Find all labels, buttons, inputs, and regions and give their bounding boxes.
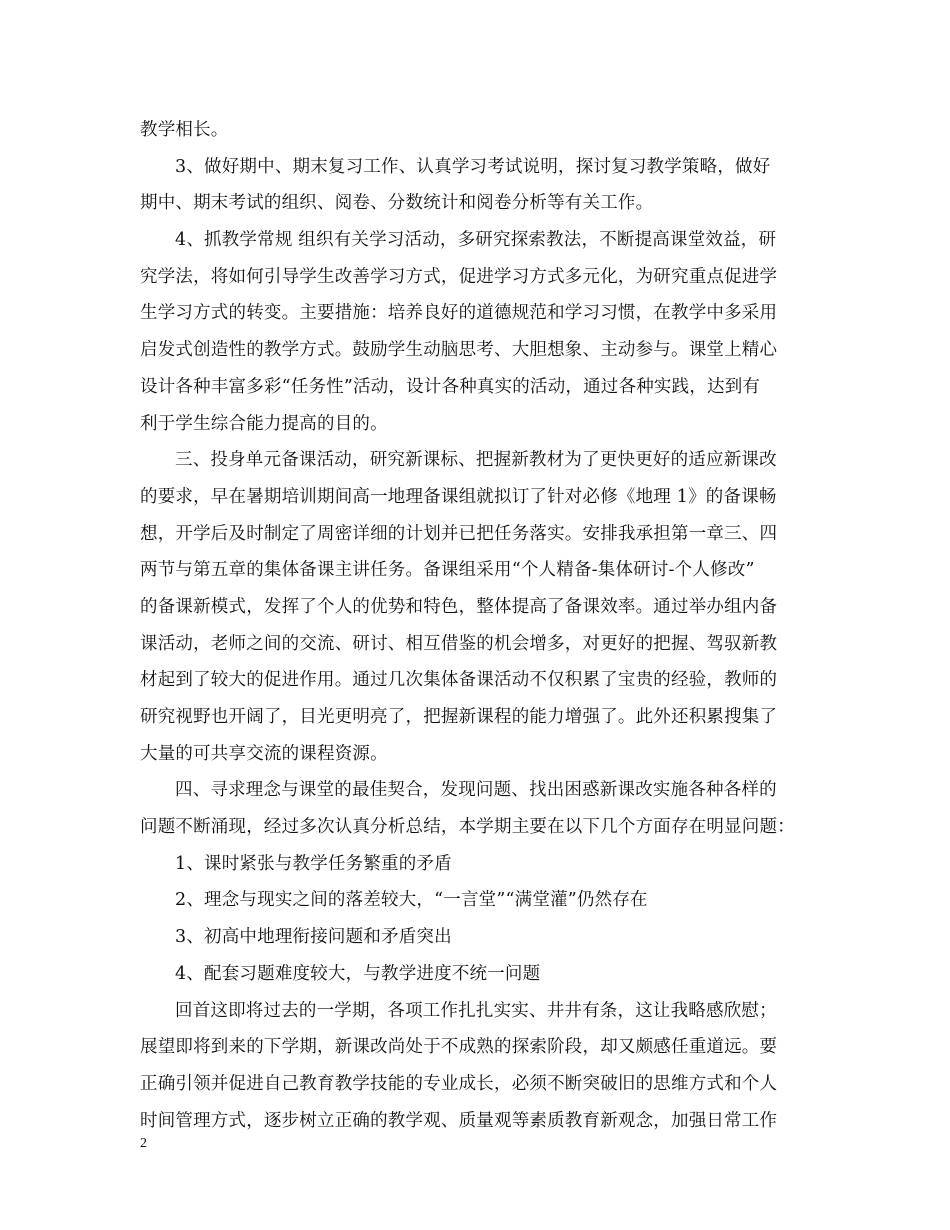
text-line: 四、寻求理念与课堂的最佳契合，发现问题、找出困惑新课改实施各种各样的 — [175, 780, 777, 801]
text-line: 究学法，将如何引导学生改善学习方式，促进学习方式多元化，为研究重点促进学 — [140, 266, 778, 287]
text-line: 正确引领并促进自己教育教学技能的专业成长，必须不断突破旧的思维方式和个人 — [140, 1073, 778, 1094]
text-line: 问题不断涌现，经过多次认真分析总结，本学期主要在以下几个方面存在明显问题： — [140, 817, 795, 838]
text-line: 设计各种丰富多彩“任务性”活动，设计各种真实的活动，通过各种实践，达到有 — [140, 376, 761, 397]
text-line: 启发式创造性的教学方式。鼓励学生动脑思考、大胆想象、主动参与。课堂上精心 — [140, 340, 778, 361]
text-line: 生学习方式的转变。主要措施：培养良好的道德规范和学习习惯，在教学中多采用 — [140, 303, 778, 324]
text-line: 2、理念与现实之间的落差较大，“一言堂”“满堂灌”仍然存在 — [175, 890, 648, 911]
text-line: 两节与第五章的集体备课主讲任务。备课组采用“个人精备-集体研讨-个人修改” — [140, 560, 755, 581]
text-line: 材起到了较大的促进作用。通过几次集体备课活动不仅积累了宝贵的经验，教师的 — [140, 670, 778, 691]
text-line: 三、投身单元备课活动，研究新课标、把握新教材为了更快更好的适应新课改 — [175, 450, 777, 471]
text-line: 研究视野也开阔了，目光更明亮了，把握新课程的能力增强了。此外还积累搜集了 — [140, 707, 778, 727]
text-line: 4、配套习题难度较大，与教学进度不统一问题 — [175, 963, 541, 984]
text-line: 3、做好期中、期末复习工作、认真学习考试说明，探讨复习教学策略，做好 — [175, 156, 771, 177]
text-line: 课活动，老师之间的交流、研讨、相互借鉴的机会增多，对更好的把握、驾驭新教 — [140, 633, 778, 654]
text-line: 时间管理方式，逐步树立正确的教学观、质量观等素质教育新观念，加强日常工作 — [140, 1110, 778, 1131]
text-line: 的要求，早在暑期培训期间高一地理备课组就拟订了针对必修《地理 1》的备课畅 — [140, 486, 777, 507]
text-line: 展望即将到来的下学期，新课改尚处于不成熟的探索阶段，却又颇感任重道远。要 — [140, 1037, 778, 1058]
text-line: 利于学生综合能力提高的目的。 — [140, 413, 388, 434]
text-line: 大量的可共享交流的课程资源。 — [140, 743, 388, 764]
text-line: 回首这即将过去的一学期，各项工作扎扎实实、井井有条，这让我略感欣慰； — [175, 1000, 777, 1021]
text-line: 4、抓教学常规 组织有关学习活动，多研究探索教法，不断提高课堂效益，研 — [175, 230, 777, 251]
text-line: 教学相长。 — [140, 120, 229, 140]
text-line: 的备课新模式，发挥了个人的优势和特色，整体提高了备课效率。通过举办组内备 — [140, 596, 778, 617]
text-line: 想，开学后及时制定了周密详细的计划并已把任务落实。安排我承担第一章三、四 — [140, 523, 778, 544]
text-line: 期中、期末考试的组织、阅卷、分数统计和阅卷分析等有关工作。 — [140, 193, 654, 214]
text-line: 1、课时紧张与教学任务繁重的矛盾 — [175, 853, 452, 874]
document-body — [140, 112, 820, 1139]
page-number: 2 — [140, 1136, 147, 1151]
text-line: 3、初高中地理衔接问题和矛盾突出 — [175, 927, 452, 948]
